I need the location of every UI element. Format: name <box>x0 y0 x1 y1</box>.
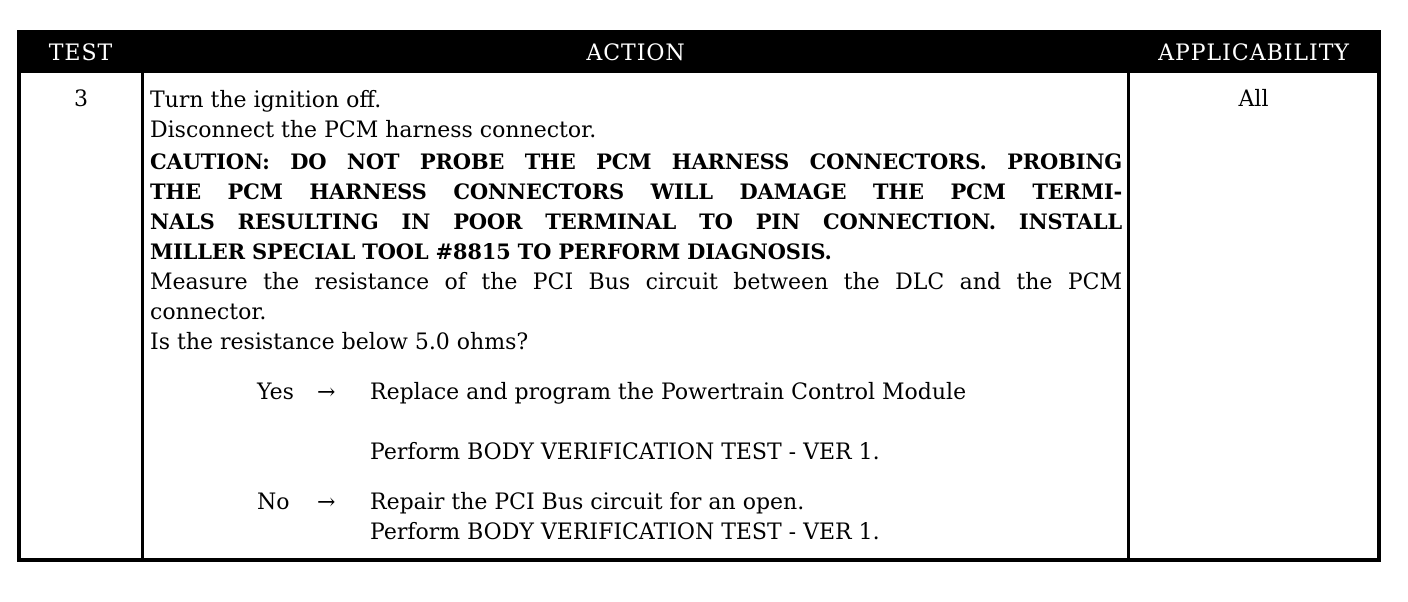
step-measure-resistance: Measure the resistance of the PCI Bus circuit between the DLC and the PCM <box>150 269 1122 295</box>
step-question: Is the resistance below 5.0 ohms? <box>150 330 529 356</box>
arrow-right-icon: → <box>317 380 336 405</box>
caution-line: THE PCM HARNESS CONNECTORS WILL DAMAGE THE PCM TERMI- <box>150 178 1122 204</box>
arrow-right-icon: → <box>317 490 336 515</box>
table-header-row <box>21 34 1377 73</box>
answer-no-text: Repair the PCI Bus circuit for an open. <box>370 490 805 515</box>
answer-yes-verify: Perform BODY VERIFICATION TEST - VER 1. <box>370 440 880 465</box>
column-divider-2 <box>1127 73 1130 562</box>
answer-no <box>21 488 1121 550</box>
caution-block <box>150 147 1122 268</box>
step-ignition-off: Turn the ignition off. <box>150 88 382 113</box>
answer-yes-text: Replace and program the Powertrain Control Module <box>370 380 967 405</box>
caution-line: MILLER SPECIAL TOOL #8815 TO PERFORM DIAGNOSIS. <box>150 239 832 265</box>
header-applicability: APPLICABILITY <box>1158 41 1350 66</box>
caution-line: NALS RESULTING IN POOR TERMINAL TO PIN CONNECTION. INSTALL <box>150 209 1122 235</box>
caution-line: CAUTION: DO NOT PROBE THE PCM HARNESS CONNECTORS. PROBING <box>150 148 1122 174</box>
diagnostic-table <box>17 30 1381 562</box>
applicability-value: All <box>1238 87 1269 112</box>
answer-yes <box>21 378 1121 465</box>
header-test: TEST <box>48 41 114 66</box>
answer-no-verify: Perform BODY VERIFICATION TEST - VER 1. <box>370 520 880 545</box>
test-number: 3 <box>74 87 88 112</box>
step-disconnect-connector: Disconnect the PCM harness connector. <box>150 118 597 144</box>
action-cell <box>150 86 1122 359</box>
answer-no-label: No <box>257 490 290 515</box>
step-measure-resistance-cont: connector. <box>150 300 267 326</box>
header-action: ACTION <box>586 41 686 66</box>
answer-yes-label: Yes <box>257 380 294 405</box>
